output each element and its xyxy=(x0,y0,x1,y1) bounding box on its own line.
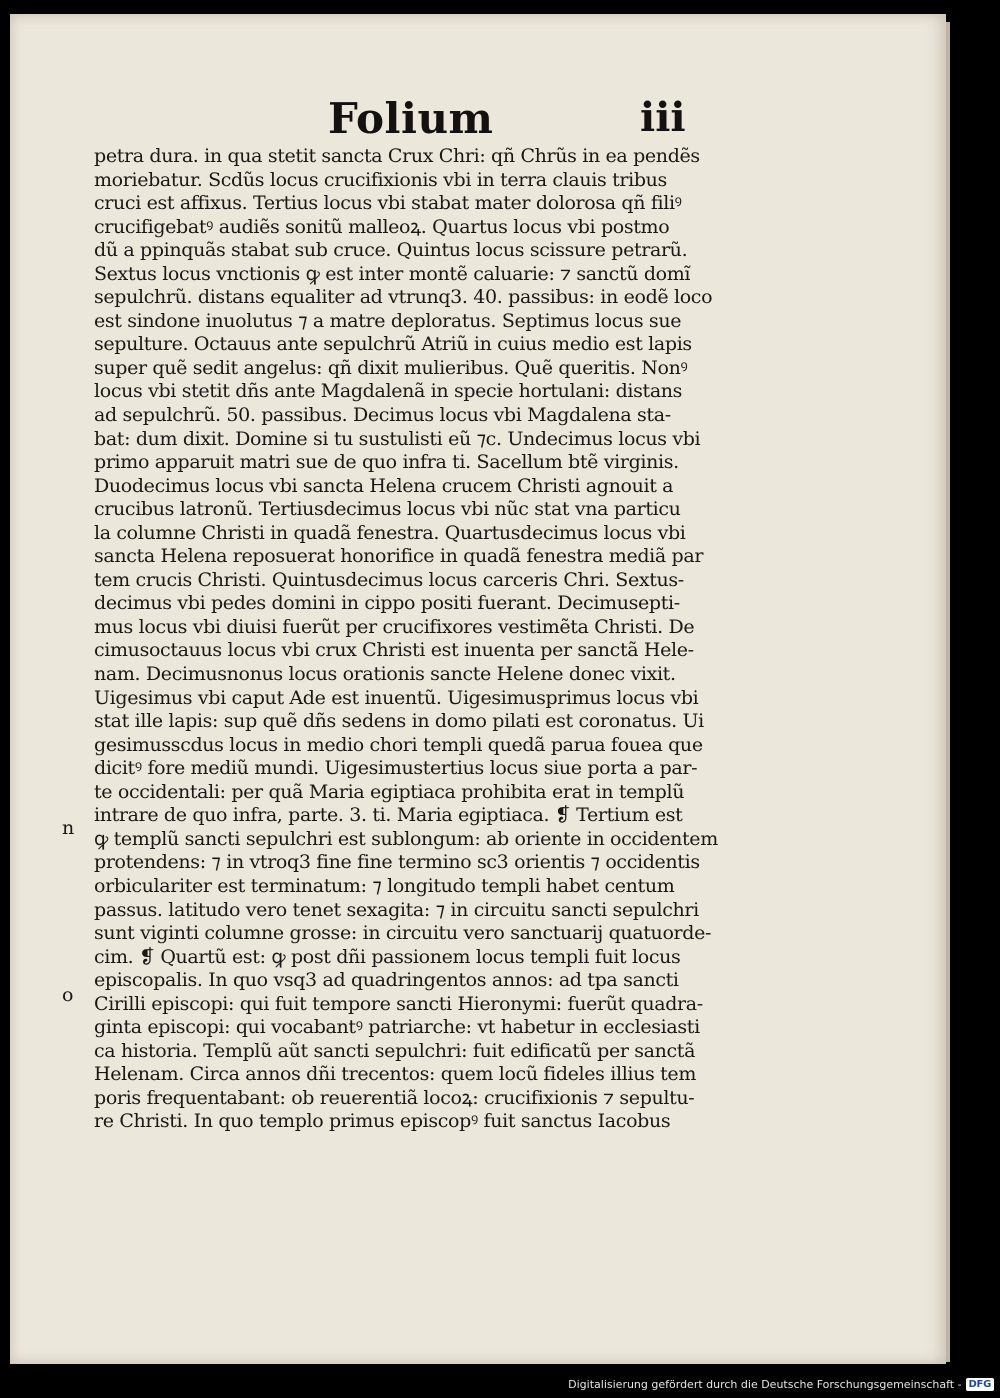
text-line: mus locus vbi diuisi fuerũt per crucifixores vestimẽta Christi. De xyxy=(94,615,695,638)
text-line: ad sepulchrũ. 50. passibus. Decimus locus vbi Magdalena sta- xyxy=(94,404,671,427)
folio-number: iii xyxy=(640,94,686,141)
footer-credit-text: Digitalisierung gefördert durch die Deutsche Forschungsgemeinschaft - xyxy=(568,1377,962,1391)
text-line: super quẽ sedit angelus: qñ dixit mulieribus. Quẽ queritis. Nonꝰ xyxy=(94,356,688,379)
text-line: gesimusscdus locus in medio chori templi quedã parua fouea que xyxy=(94,733,703,756)
text-line: orbiculariter est terminatum: ⁊ longitudo templi habet centum xyxy=(94,874,675,897)
text-line: sunt viginti columne grosse: in circuitu vero sanctuarij quatuorde- xyxy=(94,922,712,945)
running-title: Folium xyxy=(328,94,494,143)
footer-credit xyxy=(568,1374,994,1394)
text-line: cim. ❡ Quartũ est: ꝙ post dñi passionem locus templi fuit locus xyxy=(94,945,681,968)
text-line: cimusoctauus locus vbi crux Christi est inuenta per sanctã Hele- xyxy=(94,639,694,662)
text-line: sancta Helena reposuerat honorifice in quadã fenestra mediã par xyxy=(94,545,704,568)
text-line: protendens: ⁊ in vtroq3 fine fine termino sc3 orientis ⁊ occidentis xyxy=(94,851,700,874)
text-line: decimus vbi pedes domini in cippo positi fuerant. Decimusepti- xyxy=(94,592,680,615)
text-line: Uigesimus vbi caput Ade est inuentũ. Uigesimusprimus locus vbi xyxy=(94,686,699,709)
text-line: sepulchrũ. distans equaliter ad vtrunq3. 40. passibus: in eodẽ loco xyxy=(94,286,713,309)
text-line: petra dura. in qua stetit sancta Crux Chri: qñ Chrũs in ea pendẽs xyxy=(94,145,700,167)
text-line: dũ a ppinquãs stabat sub cruce. Quintus locus scissure petrarũ. xyxy=(94,239,688,262)
text-line: Cirilli episcopi: qui fuit tempore sancti Hieronymi: fuerũt quadra- xyxy=(94,992,703,1015)
text-line: nam. Decimusnonus locus orationis sancte Helene donec vixit. xyxy=(94,663,676,686)
text-line: ꝙ templũ sancti sepulchri est sublongum: ab oriente in occidentem xyxy=(94,827,718,850)
text-line: ginta episcopi: qui vocabantꝰ patriarche: vt habetur in ecclesiasti xyxy=(94,1016,700,1039)
text-block xyxy=(94,145,754,1134)
text-line: te occidentali: per quã Maria egiptiaca prohibita erat in templũ xyxy=(94,780,685,803)
text-line: episcopalis. In quo vsq3 ad quadringentos annos: ad tpa sancti xyxy=(94,969,679,992)
text-line: sepulture. Octauus ante sepulchrũ Atriũ in cuius medio est lapis xyxy=(94,333,692,356)
text-line: re Christi. In quo templo primus episcopꝰ fuit sanctus Iacobus xyxy=(94,1110,671,1133)
text-line: dicitꝰ fore mediũ mundi. Uigesimustertius locus siue porta a par- xyxy=(94,757,698,780)
marginal-letter-o: o xyxy=(62,984,74,1006)
text-line: primo apparuit matri sue de quo infra ti. Sacellum btẽ virginis. xyxy=(94,451,679,474)
page-header xyxy=(10,94,946,144)
text-line: Sextus locus vnctionis ꝙ est inter montẽ caluarie: ⁊ sanctũ domĩ xyxy=(94,262,691,285)
text-line: crucifigebatꝰ audiẽs sonitũ malleoꝝ. Quartus locus vbi postmo xyxy=(94,215,670,238)
text-line: crucibus latronũ. Tertiusdecimus locus vbi nũc stat vna particu xyxy=(94,498,681,521)
dfg-logo: DFG xyxy=(966,1378,994,1391)
marginal-letter-n: n xyxy=(62,817,75,839)
book-page xyxy=(10,14,946,1364)
text-line: cruci est affixus. Tertius locus vbi stabat mater dolorosa qñ filiꝰ xyxy=(94,192,682,215)
text-line: Helenam. Circa annos dñi trecentos: quem locũ fideles illius tem xyxy=(94,1063,696,1086)
text-line: stat ille lapis: sup quẽ dñs sedens in domo pilati est coronatus. Ui xyxy=(94,710,704,733)
page-edge xyxy=(946,22,950,1362)
text-line: Duodecimus locus vbi sancta Helena crucem Christi agnouit a xyxy=(94,474,674,497)
text-line: moriebatur. Scdũs locus crucifixionis vbi in terra clauis tribus xyxy=(94,168,667,191)
text-line: bat: dum dixit. Domine si tu sustulisti eũ ⁊c. Undecimus locus vbi xyxy=(94,427,701,450)
text-line: poris frequentabant: ob reuerentiã locoꝝ: crucifixionis ⁊ sepultu- xyxy=(94,1086,695,1109)
text-line: est sindone inuolutus ⁊ a matre deploratus. Septimus locus sue xyxy=(94,309,682,332)
text-line: tem crucis Christi. Quintusdecimus locus carceris Chri. Sextus- xyxy=(94,568,684,591)
text-line: ca historia. Templũ aũt sancti sepulchri: fuit edificatũ per sanctã xyxy=(94,1039,696,1062)
text-line: la columne Christi in quadã fenestra. Quartusdecimus locus vbi xyxy=(94,521,686,544)
text-line: locus vbi stetit dñs ante Magdalenã in specie hortulani: distans xyxy=(94,380,683,403)
text-line: passus. latitudo vero tenet sexagita: ⁊ in circuitu sancti sepulchri xyxy=(94,898,699,921)
text-line: intrare de quo infra, parte. 3. ti. Maria egiptiaca. ❡ Tertium est xyxy=(94,804,683,827)
